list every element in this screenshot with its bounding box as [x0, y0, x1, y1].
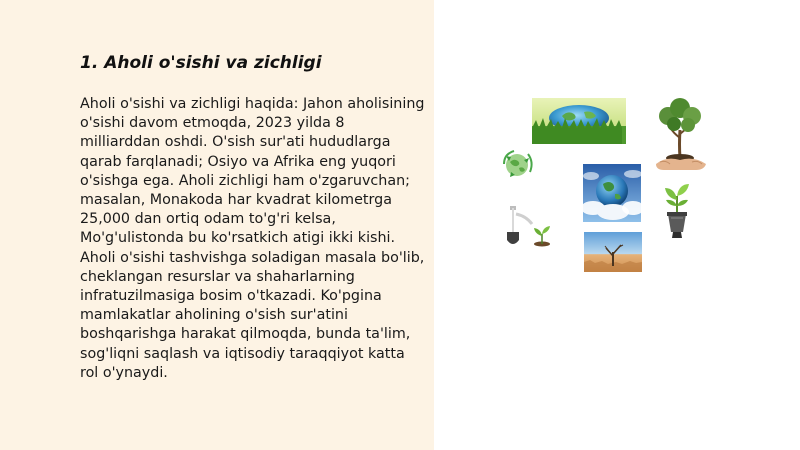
slide-body-text: Aholi o'sishi va zichligi haqida: Jahon aholisining o'sishi davom etmoqda, 2023 yilda 8 milliarddan oshdi. O'sish sur'ati hududlarga qarab farqlanadi; Osiyo va Afrika eng yuqori o'sishga ega. Aholi zichligi ham o'zgaruvchan; masalan, Monakoda har kvadrat kilometrga 25,000 dan ortiq odam to'g'ri kelsa, Mo'g'ulistonda bu ko'rsatkich atigi ikki kishi. Aholi o'sishi tashvishga soladigan masala bo'lib, cheklangan resurslar va shaharlarning infratuzilmasiga bosim o'tkazadi. Ko'pgina mamlakatlar aholining o'sish sur'atini boshqarishga harakat qilmoqda, bunda ta'lim, sog'liqni saqlash va iqtisodiy taraqqiyot katta rol o'ynaydi.: [80, 96, 425, 381]
image-collage: [434, 0, 800, 450]
tree-in-hands-image: [652, 98, 710, 172]
earth-in-clouds-image: [583, 164, 641, 222]
seedling-pot-image: [660, 178, 694, 244]
shovel-sprout-image: [504, 200, 556, 252]
recycling-globe-image: [498, 146, 536, 184]
slide-title: 1. Aholi o'sishi va zichligi: [80, 53, 322, 73]
dry-tree-desert-image: [584, 232, 642, 272]
globe-in-grass-image: [532, 98, 626, 144]
